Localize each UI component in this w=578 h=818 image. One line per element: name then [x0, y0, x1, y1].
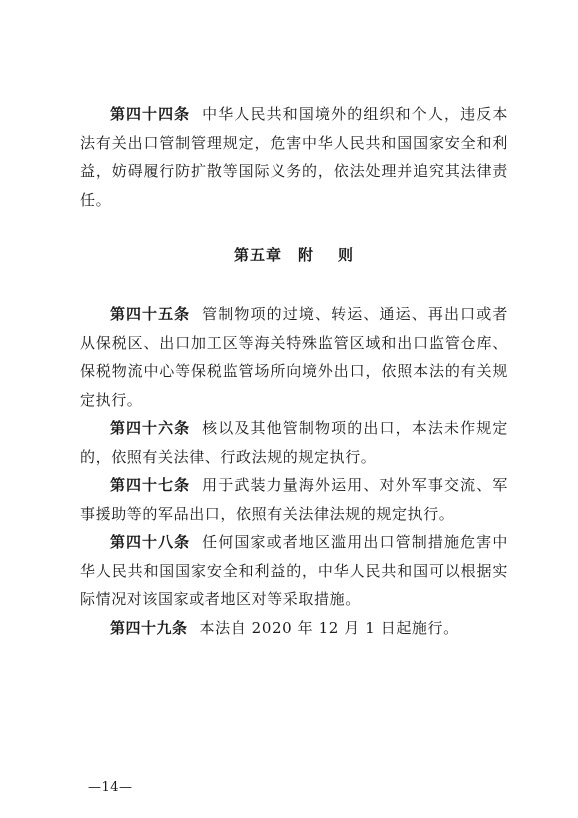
- article-label: 第四十七条: [110, 476, 191, 494]
- chapter-heading: [80, 233, 508, 278]
- article-label: 第四十四条: [110, 105, 191, 123]
- article-text: 管制物项的过境、转运、通运、再出口或者从保税区、出口加工区等海关特殊监管区域和出口监管仓库、保税物流中心等保税监管场所向境外出口，依照本法的有关规定执行。: [80, 305, 508, 409]
- article-48: [80, 528, 508, 614]
- article-label: 第四十九条: [110, 618, 188, 637]
- article-text: 用于武装力量海外运用、对外军事交流、军事援助等的军品出口，依照有关法律法规的规定执行。: [80, 476, 508, 523]
- article-text: 任何国家或者地区滥用出口管制措施危害中华人民共和国国家安全和利益的，中华人民共和国可以根据实际情况对该国家或者地区对等采取措施。: [80, 533, 508, 608]
- article-45: [80, 300, 508, 414]
- article-text: 中华人民共和国境外的组织和个人，违反本法有关出口管制管理规定，危害中华人民共和国国家安全和利益，妨碍履行防扩散等国际义务的，依法处理并追究其法律责任。: [80, 105, 508, 209]
- article-label: 第四十八条: [110, 533, 191, 551]
- article-49: [80, 614, 508, 643]
- chapter-title-part2: 则: [338, 246, 355, 264]
- chapter-title-part1: 附: [297, 246, 314, 264]
- article-47: [80, 471, 508, 528]
- article-44: [80, 100, 508, 214]
- article-text: 核以及其他管制物项的出口，本法未作规定的，依照有关法律、行政法规的规定执行。: [80, 419, 508, 466]
- page-number: —14—: [88, 780, 133, 795]
- article-46: [80, 414, 508, 471]
- article-label: 第四十六条: [110, 419, 191, 437]
- article-label: 第四十五条: [110, 305, 191, 323]
- page-content: [80, 100, 508, 642]
- chapter-number: 第五章: [233, 246, 282, 264]
- article-text: 本法自 2020 年 12 月 1 日起施行。: [199, 618, 459, 637]
